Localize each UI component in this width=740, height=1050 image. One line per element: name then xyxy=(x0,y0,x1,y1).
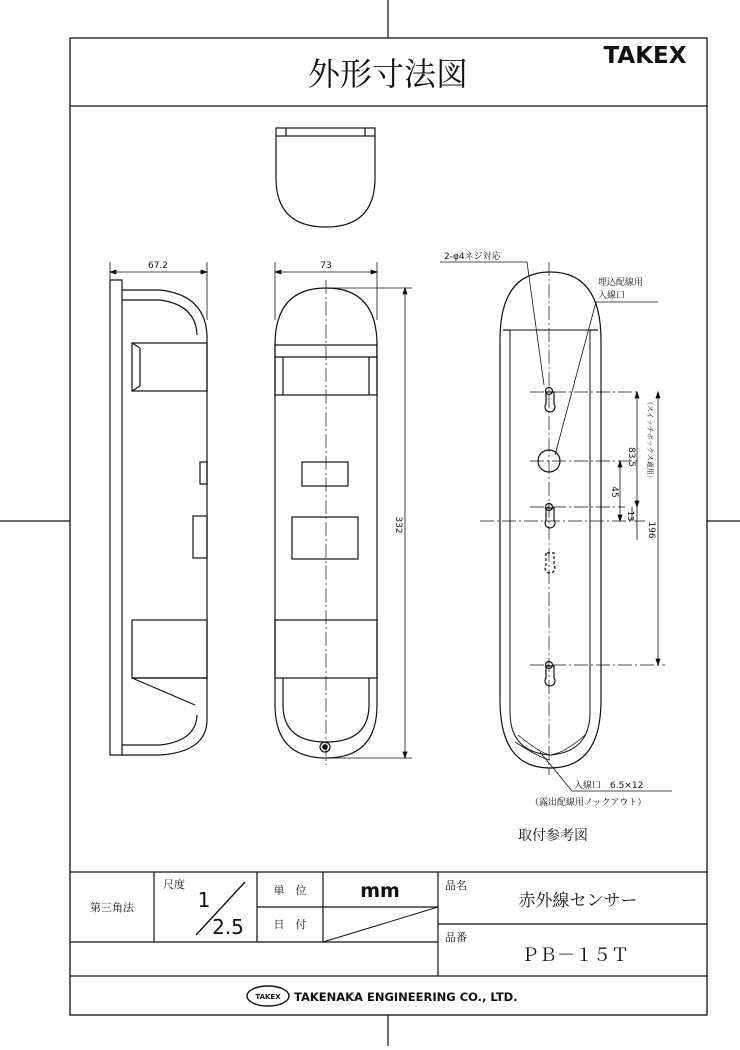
scale-denominator: 2.5 xyxy=(212,915,244,939)
unit-value: mm xyxy=(360,880,400,902)
date-label: 日 付 xyxy=(273,918,307,931)
dim-13: 13 xyxy=(626,510,635,522)
brand-logo: TAKEX xyxy=(603,43,687,69)
scale-numerator: 1 xyxy=(197,888,211,912)
inlet-size: 入線口 6.5×12 xyxy=(574,781,644,791)
company-name: TAKENAKA ENGINEERING CO., LTD. xyxy=(294,990,518,1004)
product-name: 赤外線センサー xyxy=(518,891,638,911)
sheet-frame xyxy=(70,38,707,1015)
dim-196: 196 xyxy=(646,521,656,539)
dim-front-width: 73 xyxy=(320,261,332,271)
side-dimension xyxy=(110,262,207,332)
knockout-note: （露出配線用ノックアウト） xyxy=(530,798,647,808)
side-view xyxy=(110,280,207,755)
switch-box-note: （スイッチボックス適用） xyxy=(646,398,654,482)
dim-45: 45 xyxy=(609,486,619,498)
unit-label: 単 位 xyxy=(273,884,307,897)
front-dimensions xyxy=(275,262,412,758)
page-title: 外形寸法図 xyxy=(307,55,469,93)
scale-label: 尺度 xyxy=(163,878,185,891)
top-view xyxy=(276,128,375,227)
company-logo-text: TAKEX xyxy=(255,993,281,1001)
mounting-view xyxy=(500,272,601,768)
mounting-dimensions xyxy=(440,262,672,791)
part-number: ＰＢ－１５Ｔ xyxy=(521,945,629,966)
buried-wiring-label-1: 埋込配線用 xyxy=(598,278,644,288)
mounting-reference-title: 取付参考図 xyxy=(518,828,588,844)
dim-switch-box-pitch: 83.5 xyxy=(626,446,636,468)
dim-height: 332 xyxy=(393,516,403,534)
buried-wiring-label-2: 入線口 xyxy=(598,291,626,301)
part-number-label: 品番 xyxy=(445,931,467,944)
screw-note: 2-φ4ネジ対応 xyxy=(444,252,501,262)
dim-side-depth: 67.2 xyxy=(147,261,169,271)
projection-method: 第三角法 xyxy=(90,901,134,914)
product-name-label: 品名 xyxy=(445,879,467,892)
